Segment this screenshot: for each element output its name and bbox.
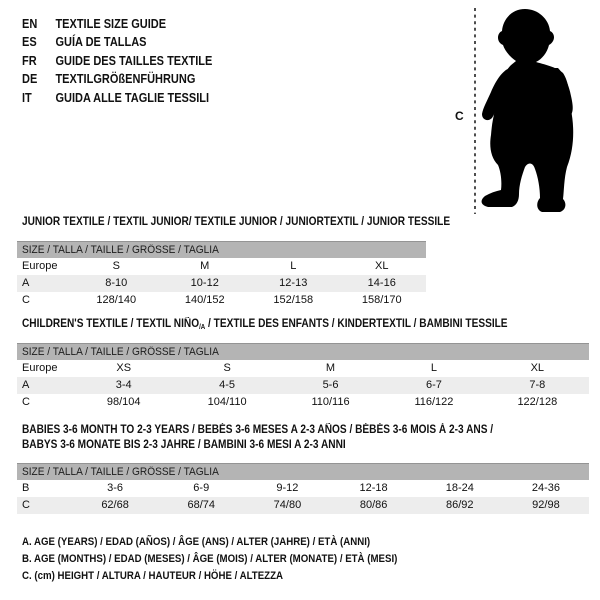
height-cell: 74/80 <box>273 499 302 511</box>
age-cell: 5-6 <box>322 379 339 391</box>
language-list <box>22 15 238 107</box>
table-row <box>17 394 589 411</box>
height-cell: 140/152 <box>184 294 225 306</box>
height-cell: 122/128 <box>517 396 558 408</box>
lang-code: EN <box>22 17 38 31</box>
babies-table-title <box>22 423 557 453</box>
age-cell: 12-13 <box>279 277 308 289</box>
lang-code: FR <box>22 53 37 68</box>
junior-size-table <box>17 241 426 309</box>
lang-code: ES <box>22 35 37 50</box>
size-cell: M <box>200 260 210 272</box>
age-cell: 6-7 <box>425 379 442 391</box>
age-cell: 4-5 <box>219 379 236 391</box>
table-row <box>17 480 589 497</box>
age-cell: 12-18 <box>359 482 388 494</box>
size-header-bar: SIZE / TALLA / TAILLE / GRÖSSE / TAGLIA <box>17 343 589 360</box>
toddler-silhouette-figure <box>468 4 596 216</box>
size-cell: L <box>290 260 297 272</box>
table-row <box>17 360 589 377</box>
note-age-years: A. AGE (YEARS) / EDAD (AÑOS) / ÂGE (ANS) / ALTER (JAHRE) / ETÀ (ANNI) <box>22 536 371 548</box>
size-header-bar: SIZE / TALLA / TAILLE / GRÖSSE / TAGLIA <box>17 241 426 258</box>
row-label: C <box>22 294 30 306</box>
height-cell: 68/74 <box>187 499 216 511</box>
lang-title: TEXTILGRÖßENFÜHRUNG <box>55 72 196 87</box>
lang-row-de <box>22 70 238 88</box>
note-height-cm: C. (cm) HEIGHT / ALTURA / HAUTEUR / HÖHE / ALTEZZA <box>22 570 284 582</box>
age-cell: 8-10 <box>105 277 128 289</box>
lang-title: GUIDA ALLE TAGLIE TESSILI <box>55 90 210 105</box>
legend-notes <box>22 534 449 585</box>
height-cell: 92/98 <box>532 499 560 511</box>
lang-row-es <box>22 33 238 51</box>
age-cell: 9-12 <box>276 482 299 494</box>
children-size-table <box>17 343 589 411</box>
height-cell: 128/140 <box>96 294 137 306</box>
row-label: B <box>22 482 30 494</box>
age-cell: 6-9 <box>193 482 210 494</box>
age-cell: 3-6 <box>107 482 124 494</box>
height-cell: 152/158 <box>273 294 314 306</box>
lang-row-it <box>22 89 238 107</box>
height-cell: 98/104 <box>106 396 141 408</box>
age-cell: 10-12 <box>190 277 219 289</box>
size-cell: M <box>325 362 336 374</box>
row-label: A <box>22 379 30 391</box>
age-cell: 24-36 <box>531 482 561 494</box>
children-table-title: CHILDREN'S TEXTILE / TEXTIL $NIÑO_{/A}$ / TEXTILE DES ENFANTS / KINDERTEXTIL / BAMBINI TESSILE <box>22 318 508 331</box>
lang-row-en <box>22 15 238 33</box>
size-cell: XS <box>116 362 132 374</box>
height-cell: 86/92 <box>446 499 474 511</box>
lang-row-fr <box>22 52 238 70</box>
babies-title-line1: BABIES 3-6 MONTH TO 2-3 YEARS / BEBÉS 3-6 MESES A 2-3 AÑOS / BÉBÉS 3-6 MOIS À 2-3 ANS / <box>22 424 494 436</box>
size-header-bar: SIZE / TALLA / TAILLE / GRÖSSE / TAGLIA <box>17 463 589 480</box>
table-row <box>17 377 589 394</box>
babies-title-line2: BABYS 3-6 MONATE BIS 2-3 JAHRE / BAMBINI 3-6 MESI A 2-3 ANNI <box>22 439 346 451</box>
height-cell: 110/116 <box>311 396 350 408</box>
height-cell: 158/170 <box>361 294 402 306</box>
row-label: C <box>22 396 30 408</box>
age-cell: 14-16 <box>367 277 396 289</box>
size-cell: XL <box>530 362 545 374</box>
row-label: A <box>22 277 30 289</box>
height-cell: 104/110 <box>207 396 247 408</box>
row-label: C <box>22 499 30 511</box>
height-cell: 80/86 <box>359 499 388 511</box>
note-age-months: B. AGE (MONTHS) / EDAD (MESES) / ÂGE (MOIS) / ALTER (MONATE) / ETÀ (MESI) <box>22 553 398 565</box>
height-measure-label: C <box>455 109 464 123</box>
lang-title: GUIDE DES TAILLES TEXTILE <box>55 53 213 68</box>
size-cell: S <box>112 260 120 272</box>
age-cell: 7-8 <box>529 379 546 391</box>
toddler-silhouette <box>482 9 574 212</box>
table-row <box>17 275 426 292</box>
row-label: Europe <box>22 260 58 272</box>
age-cell: 3-4 <box>115 379 132 391</box>
lang-code: DE <box>22 72 38 87</box>
table-row <box>17 258 426 275</box>
size-cell: L <box>430 362 437 374</box>
size-cell: S <box>223 362 231 374</box>
babies-size-table <box>17 463 589 514</box>
lang-code: IT <box>22 90 32 105</box>
height-cell: 62/68 <box>101 499 129 511</box>
height-cell: 116/122 <box>414 396 454 408</box>
age-cell: 18-24 <box>445 482 474 494</box>
row-label: Europe <box>22 362 58 374</box>
lang-title: GUÍA DE TALLAS <box>55 35 147 50</box>
size-cell: XL <box>375 260 389 272</box>
table-row <box>17 292 426 309</box>
junior-table-title: JUNIOR TEXTILE / TEXTIL JUNIOR/ TEXTILE JUNIOR / JUNIORTEXTIL / JUNIOR TESSILE <box>22 216 451 228</box>
lang-title: TEXTILE SIZE GUIDE <box>55 17 167 31</box>
table-row <box>17 497 589 514</box>
title-subscript: /A <box>199 324 206 331</box>
